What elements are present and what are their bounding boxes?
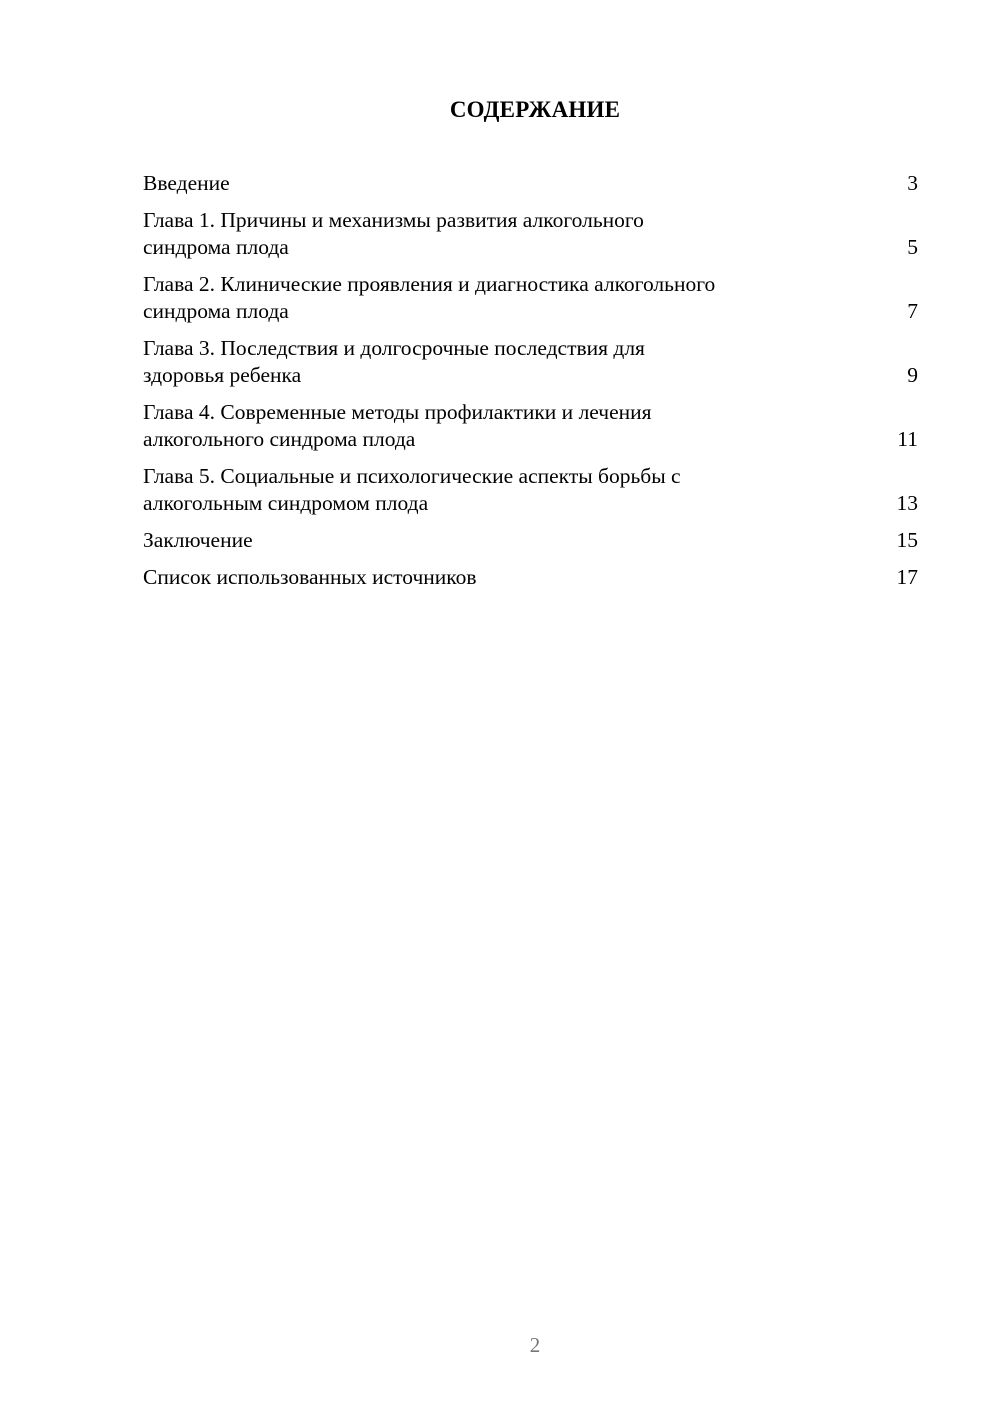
toc-item-page: 13 xyxy=(896,491,918,515)
toc-item-page: 11 xyxy=(897,427,918,451)
page-number: 2 xyxy=(529,1333,541,1357)
toc-title: СОДЕРЖАНИЕ xyxy=(449,97,621,122)
toc-item-page: 5 xyxy=(907,235,918,259)
toc-item xyxy=(143,463,918,517)
toc-item-text: Глава 2. Клинические проявления и диагностика алкогольного синдрома плода xyxy=(143,272,716,323)
toc-item-page: 9 xyxy=(907,363,918,387)
toc-item-text: Заключение xyxy=(143,528,253,552)
toc-item-text: Глава 4. Современные методы профилактики и лечения алкогольного синдрома плода xyxy=(143,400,652,451)
toc-item-text: Глава 3. Последствия и долгосрочные последствия для здоровья ребенка xyxy=(143,336,645,387)
toc-item xyxy=(143,335,918,389)
toc-item-page: 7 xyxy=(907,299,918,323)
toc-item xyxy=(143,527,918,554)
toc-item xyxy=(143,207,918,261)
toc-item xyxy=(143,399,918,453)
toc-item xyxy=(143,170,918,197)
table-of-contents xyxy=(143,170,918,601)
toc-item-text: Список использованных источников xyxy=(143,565,477,589)
toc-item-page: 3 xyxy=(907,171,918,195)
toc-item-text: Глава 1. Причины и механизмы развития алкогольного синдрома плода xyxy=(143,208,644,259)
toc-item-page: 15 xyxy=(896,528,918,552)
toc-item-page: 17 xyxy=(896,565,918,589)
toc-item-text: Глава 5. Социальные и психологические аспекты борьбы с алкогольным синдромом плода xyxy=(143,464,681,515)
toc-item-text: Введение xyxy=(143,171,230,195)
toc-item xyxy=(143,271,918,325)
toc-item xyxy=(143,564,918,591)
